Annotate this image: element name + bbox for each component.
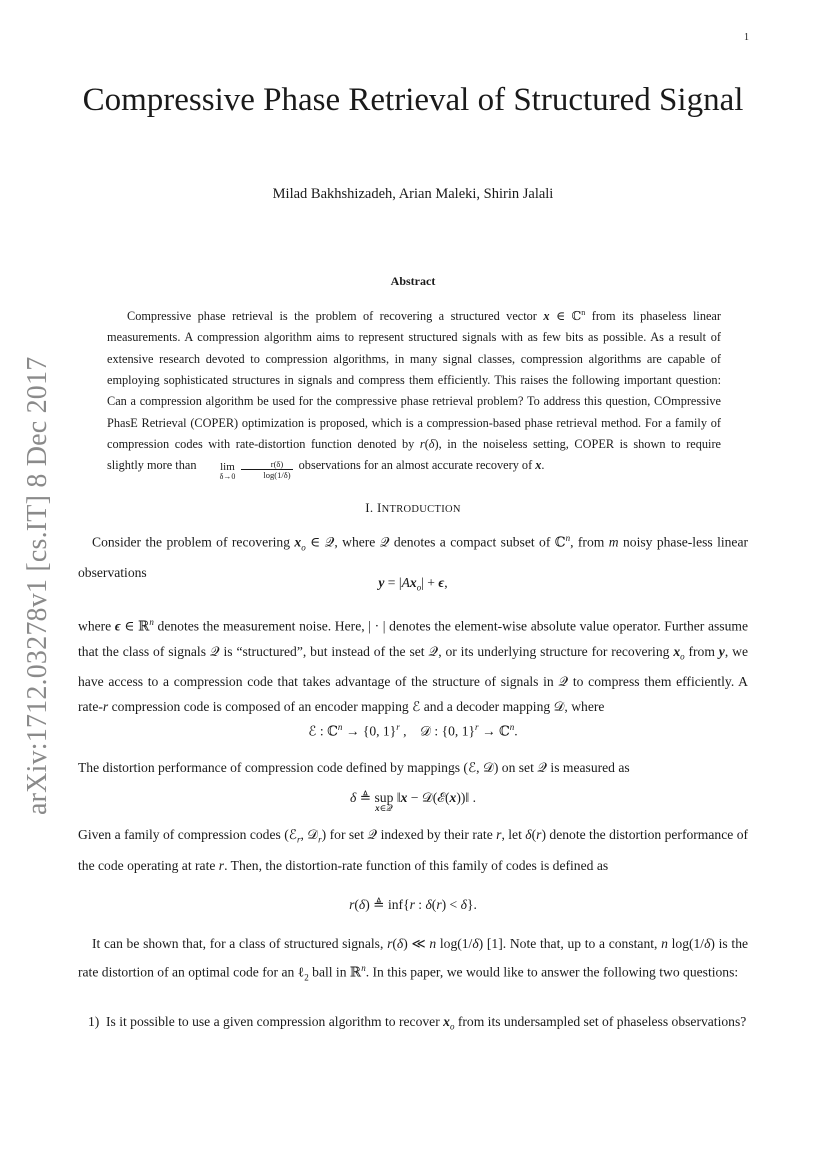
paper-title: Compressive Phase Retrieval of Structured Signal bbox=[82, 82, 744, 118]
paragraph: Given a family of compression codes (ℰ$_r$, 𝒟$_r$) for set 𝒬 indexed by their rate r, let δ(r) denote the distortion performance of the code operating at rate r. Then, the distortion-rate function of this family of codes is defined as bbox=[78, 827, 749, 873]
page-number: 1 bbox=[744, 32, 749, 43]
list-item-label: 1) bbox=[88, 1014, 100, 1029]
list-item-text: Is it possible to use a given compression algorithm to recover $x_o$ from its undersampled set of phaseless observations? bbox=[106, 1014, 747, 1032]
paragraph: Consider the problem of recovering $x_o$ ∈ 𝒬, where 𝒬 denotes a compact subset of ℂ$^n$, from m noisy phase-less linear observations bbox=[78, 533, 749, 581]
author-list: Milad Bakhshizadeh, Arian Maleki, Shirin Jalali bbox=[272, 186, 554, 202]
abstract-text: Compressive phase retrieval is the problem of recovering a structured vector x ∈ ℂ$^n$ from its phaseless linear measurements. A compression algorithm aims to represent structured signals with as few bits as possible. As a result of extensive research devoted to compression algorithms, in many signal classes, compression algorithms are capable of employing sophisticated structures in signals and compress them efficiently. This raises the following important question: Can a compression algorithm be used for the compressive phase retrieval problem? To address this question, COmpressive PhasE Retrieval (COPER) optimization is proposed, which is a compression-based phase retrieval method. For a family of compression codes with rate-distortion function denoted by r(δ), in the noiseless setting, COPER is shown to require slightly more than lim δ→0 $\frac{r(\delta)}{\log(1/\delta)}$ observations for an almost accurate recovery of x. bbox=[107, 308, 722, 482]
paragraph: where ϵ ∈ ℝ$^n$ denotes the measurement noise. Here, | · | denotes the element-wise absolute value operator. Further assume that the class of signals 𝒬 is “structured”, but instead of the set 𝒬, or its underlying structure for recovering $x_o$ from y, we have access to a compression code that takes advantage of the structure of signals in 𝒬 to compress them efficiently. A rate-r compression code is composed of an encoder mapping ℰ and a decoder mapping 𝒟, where bbox=[78, 617, 748, 715]
list-item bbox=[78, 1009, 748, 1040]
equation-distortion: δ ≜ sup x∈𝒬 ‖x − 𝒟(ℰ(x))‖ . bbox=[349, 790, 477, 813]
arxiv-stamp: arXiv:1712.03278v1 [cs.IT] 8 Dec 2017 bbox=[22, 356, 53, 815]
section-heading: I. INTRODUCTION bbox=[365, 500, 461, 515]
abstract-heading: Abstract bbox=[390, 274, 436, 288]
equation-observation: $y = |Ax_o| + \epsilon$, bbox=[378, 575, 448, 593]
paragraph: The distortion performance of compression code defined by mappings (ℰ, 𝒟) on set 𝒬 is measured as bbox=[78, 760, 630, 775]
paragraph: It can be shown that, for a class of structured signals, r(δ) ≪ n log(1/δ) [1]. Note that, up to a constant, n log(1/δ) is the rate distortion of an optimal code for an ℓ$_2$ ball in ℝ$^n$. In this paper, we would like to answer the following two questions: bbox=[78, 936, 749, 983]
equation-rate-distortion: r(δ) ≜ inf{r : δ(r) < δ}. bbox=[349, 897, 477, 912]
equation-mappings: ℰ : ℂ$^n$ → {0, 1}$^r$ , 𝒟 : {0, 1}$^r$ → ℂ$^n$. bbox=[308, 722, 518, 739]
